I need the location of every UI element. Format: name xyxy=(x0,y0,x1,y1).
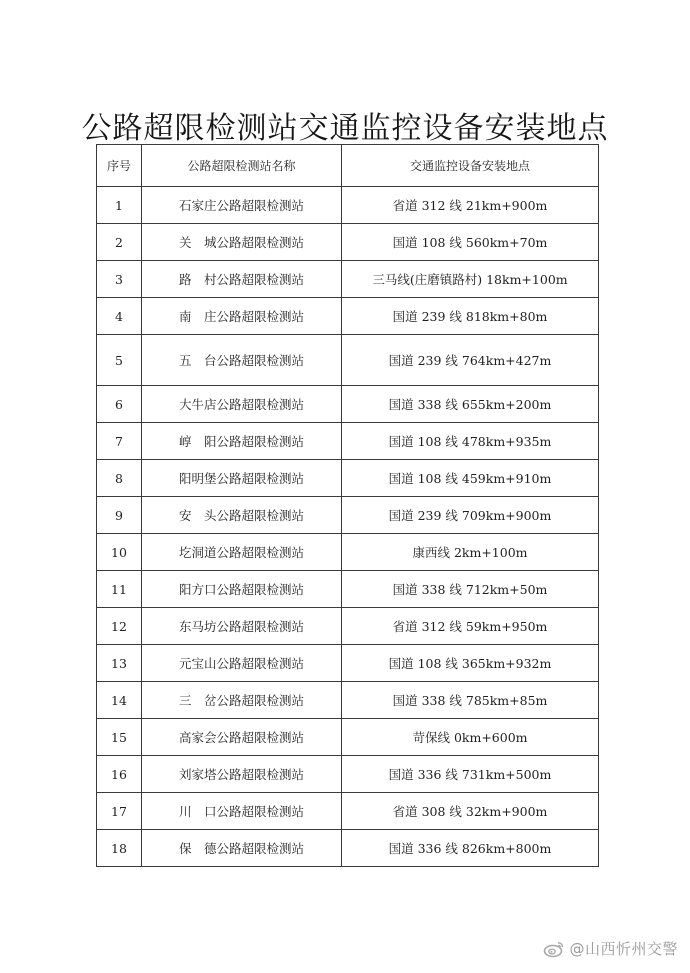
cell-station-name: 保 德公路超限检测站 xyxy=(142,830,342,867)
cell-no: 13 xyxy=(97,645,142,682)
cell-no: 12 xyxy=(97,608,142,645)
cell-install-location: 国道 239 线 818km+80m xyxy=(342,298,599,335)
cell-no: 8 xyxy=(97,460,142,497)
cell-no: 14 xyxy=(97,682,142,719)
table-row xyxy=(97,571,599,608)
weibo-watermark xyxy=(543,938,678,959)
cell-install-location: 国道 108 线 560km+70m xyxy=(342,224,599,261)
cell-station-name: 大牛店公路超限检测站 xyxy=(142,386,342,423)
weibo-icon xyxy=(543,940,565,958)
cell-no: 16 xyxy=(97,756,142,793)
header-station-name: 公路超限检测站名称 xyxy=(142,145,342,187)
header-install-location: 交通监控设备安装地点 xyxy=(342,145,599,187)
stations-table xyxy=(96,144,599,867)
cell-install-location: 国道 239 线 764km+427m xyxy=(342,335,599,386)
cell-install-location: 省道 312 线 59km+950m xyxy=(342,608,599,645)
cell-station-name: 元宝山公路超限检测站 xyxy=(142,645,342,682)
cell-no: 5 xyxy=(97,335,142,386)
cell-station-name: 路 村公路超限检测站 xyxy=(142,261,342,298)
table-row xyxy=(97,224,599,261)
cell-no: 18 xyxy=(97,830,142,867)
cell-station-name: 川 口公路超限检测站 xyxy=(142,793,342,830)
cell-install-location: 省道 312 线 21km+900m xyxy=(342,187,599,224)
cell-no: 9 xyxy=(97,497,142,534)
cell-no: 2 xyxy=(97,224,142,261)
cell-station-name: 石家庄公路超限检测站 xyxy=(142,187,342,224)
cell-station-name: 刘家塔公路超限检测站 xyxy=(142,756,342,793)
cell-install-location: 国道 108 线 365km+932m xyxy=(342,645,599,682)
cell-install-location: 国道 338 线 655km+200m xyxy=(342,386,599,423)
table-row xyxy=(97,386,599,423)
cell-no: 3 xyxy=(97,261,142,298)
cell-station-name: 五 台公路超限检测站 xyxy=(142,335,342,386)
cell-station-name: 南 庄公路超限检测站 xyxy=(142,298,342,335)
cell-station-name: 高家会公路超限检测站 xyxy=(142,719,342,756)
cell-no: 11 xyxy=(97,571,142,608)
cell-no: 10 xyxy=(97,534,142,571)
cell-no: 17 xyxy=(97,793,142,830)
cell-station-name: 圪洞道公路超限检测站 xyxy=(142,534,342,571)
table-row xyxy=(97,534,599,571)
table-row xyxy=(97,187,599,224)
table-row xyxy=(97,793,599,830)
cell-install-location: 国道 108 线 478km+935m xyxy=(342,423,599,460)
table-row xyxy=(97,719,599,756)
cell-no: 1 xyxy=(97,187,142,224)
cell-no: 6 xyxy=(97,386,142,423)
table-row xyxy=(97,298,599,335)
table-row xyxy=(97,423,599,460)
cell-station-name: 关 城公路超限检测站 xyxy=(142,224,342,261)
cell-install-location: 国道 336 线 826km+800m xyxy=(342,830,599,867)
cell-no: 7 xyxy=(97,423,142,460)
cell-station-name: 阳明堡公路超限检测站 xyxy=(142,460,342,497)
table-row xyxy=(97,830,599,867)
table-header-row xyxy=(97,145,599,187)
cell-install-location: 省道 308 线 32km+900m xyxy=(342,793,599,830)
page-title: 公路超限检测站交通监控设备安装地点 xyxy=(81,111,609,146)
cell-station-name: 崞 阳公路超限检测站 xyxy=(142,423,342,460)
cell-no: 15 xyxy=(97,719,142,756)
table-row xyxy=(97,682,599,719)
cell-station-name: 东马坊公路超限检测站 xyxy=(142,608,342,645)
cell-install-location: 三马线(庄磨镇路村) 18km+100m xyxy=(342,261,599,298)
cell-station-name: 安 头公路超限检测站 xyxy=(142,497,342,534)
cell-install-location: 国道 338 线 712km+50m xyxy=(342,571,599,608)
cell-no: 4 xyxy=(97,298,142,335)
cell-install-location: 国道 108 线 459km+910m xyxy=(342,460,599,497)
watermark-text: @山西忻州交警 xyxy=(569,940,678,958)
cell-install-location: 国道 338 线 785km+85m xyxy=(342,682,599,719)
cell-install-location: 国道 239 线 709km+900m xyxy=(342,497,599,534)
table-row xyxy=(97,261,599,298)
cell-station-name: 阳方口公路超限检测站 xyxy=(142,571,342,608)
cell-install-location: 康西线 2km+100m xyxy=(342,534,599,571)
table-row xyxy=(97,608,599,645)
table-row xyxy=(97,756,599,793)
table-row xyxy=(97,497,599,534)
cell-install-location: 苛保线 0km+600m xyxy=(342,719,599,756)
cell-station-name: 三 岔公路超限检测站 xyxy=(142,682,342,719)
cell-install-location: 国道 336 线 731km+500m xyxy=(342,756,599,793)
table-row xyxy=(97,645,599,682)
header-no: 序号 xyxy=(97,145,142,187)
table-row xyxy=(97,460,599,497)
table-row xyxy=(97,335,599,386)
